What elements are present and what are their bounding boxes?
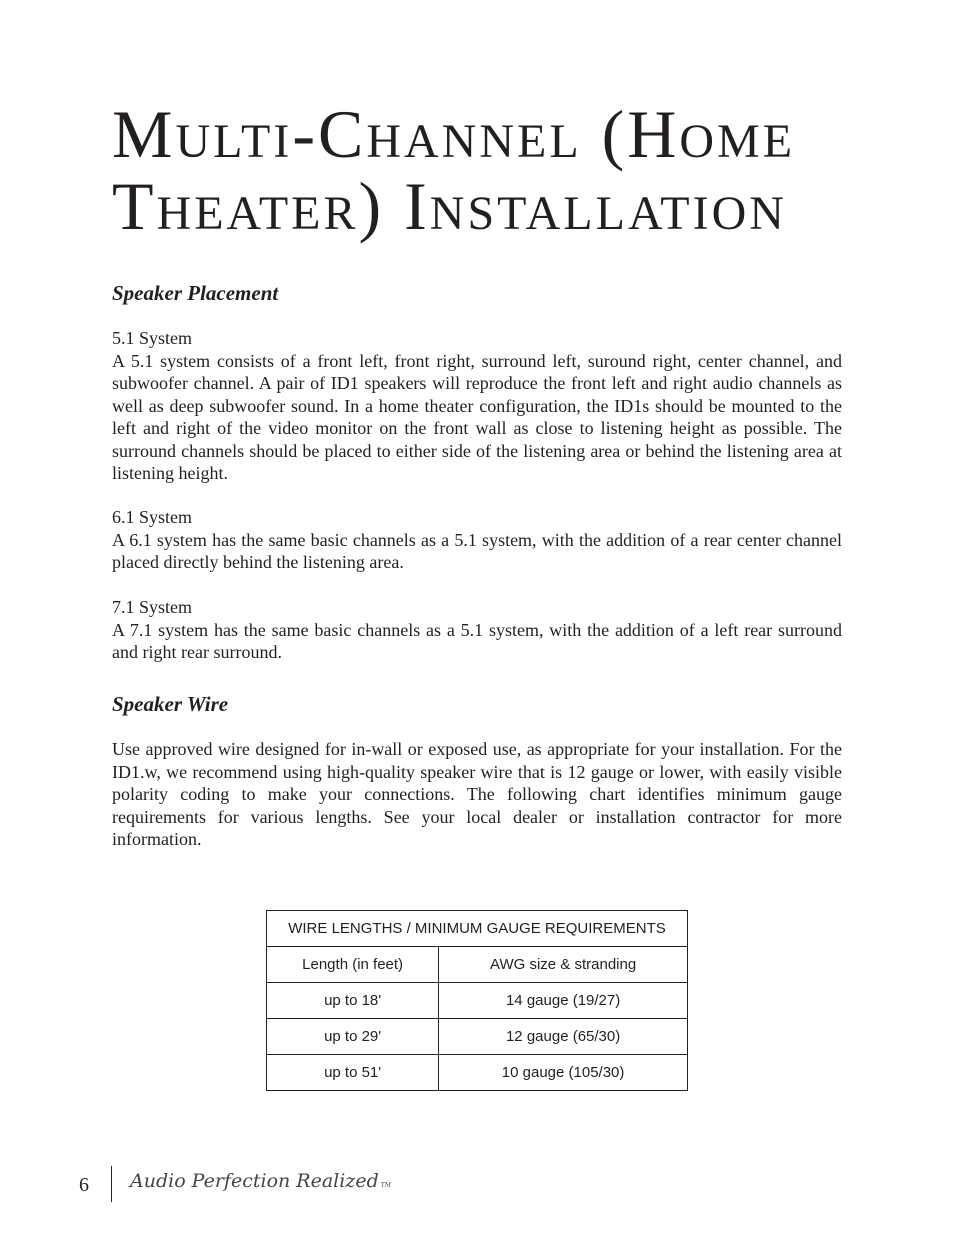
system-6-1-label: 6.1 System (112, 507, 193, 527)
table-row (267, 1019, 688, 1055)
system-6-1-section (112, 506, 842, 574)
row-gauge: 10 gauge (105/30) (439, 1055, 688, 1091)
row-length: up to 29' (267, 1019, 439, 1055)
row-gauge: 12 gauge (65/30) (439, 1019, 688, 1055)
column-header-awg: AWG size & stranding (439, 947, 688, 983)
page-title (112, 98, 872, 242)
table-row (267, 1055, 688, 1091)
speaker-placement-heading: Speaker Placement (112, 281, 279, 305)
wire-gauge-table (266, 910, 688, 1091)
system-7-1-section (112, 596, 842, 664)
speaker-wire-heading: Speaker Wire (112, 692, 229, 716)
page-title-line-2: Theater) Installation (112, 168, 787, 244)
table-row (267, 983, 688, 1019)
system-6-1-text: A 6.1 system has the same basic channels as a 5.1 system, with the addition of a rear center channel placed directly behind the listening area. (112, 529, 842, 572)
system-5-1-label: 5.1 System (112, 328, 193, 348)
system-7-1-label: 7.1 System (112, 597, 193, 617)
row-gauge: 14 gauge (19/27) (439, 983, 688, 1019)
table-title: WIRE LENGTHS / MINIMUM GAUGE REQUIREMENTS (267, 911, 688, 947)
row-length: up to 51' (267, 1055, 439, 1091)
system-5-1-text: A 5.1 system consists of a front left, front right, surround left, suround right, center channel, and subwoofer channel. A pair of ID1 speakers will reproduce the front left and right audio channels as well as deep subwoofer sound. In a home theater configuration, the ID1s should be mounted to the left and right of the video monitor on the front wall as close to listening height as possible. The surround channels should be placed to either side of the listening area or behind the listening area at listening height. (112, 350, 842, 483)
trademark-mark: TM (380, 1182, 391, 1189)
column-header-length: Length (in feet) (267, 947, 439, 983)
footer-divider (111, 1166, 112, 1202)
footer-tagline (130, 1170, 391, 1192)
speaker-wire-text: Use approved wire designed for in-wall or exposed use, as appropriate for your installation. For the ID1.w, we recommend using high-quality speaker wire that is 12 gauge or lower, with easily visible polarity coding to make your connections. The following chart identifies minimum gauge requirements for various lengths. See your local dealer or installation contractor for more information. (112, 739, 842, 849)
system-5-1-section (112, 327, 842, 485)
footer-tagline-text: Audio Perfection Realized (130, 1170, 379, 1192)
page-title-line-1: Multi-Channel (Home (112, 96, 796, 172)
system-7-1-text: A 7.1 system has the same basic channels as a 5.1 system, with the addition of a left rear surround and right rear surround. (112, 619, 842, 662)
page-number: 6 (79, 1174, 89, 1196)
row-length: up to 18' (267, 983, 439, 1019)
